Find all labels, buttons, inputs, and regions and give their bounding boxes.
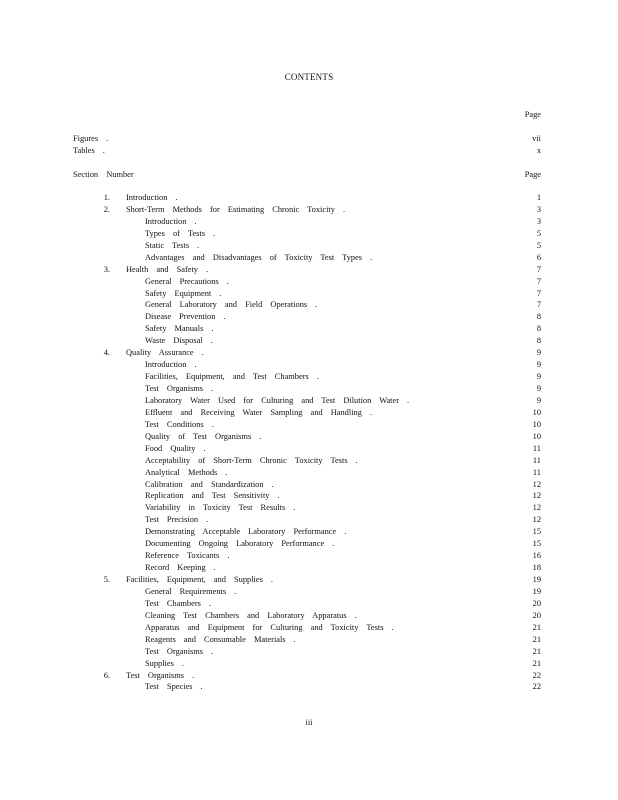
toc-entry-page: 8	[536, 336, 541, 346]
toc-entry-page: 21	[532, 658, 541, 668]
toc-entry[interactable]	[0, 504, 618, 516]
toc-entry-text: General Laboratory and Field Operations	[145, 300, 308, 310]
toc-entry-label	[145, 540, 334, 548]
toc-entry-label	[145, 504, 295, 512]
toc-entry-page: 20	[532, 610, 541, 620]
front-matter-label: Figures	[73, 134, 99, 143]
toc-entry[interactable]	[0, 624, 618, 636]
leader-dots: .	[197, 240, 200, 250]
toc-entry-text: Health and Safety	[126, 264, 198, 274]
toc-entries	[0, 194, 618, 695]
toc-entry-page: 18	[532, 563, 541, 573]
leader-dots: .	[354, 610, 357, 620]
toc-entry[interactable]	[0, 421, 618, 433]
leader-dots: .	[219, 288, 222, 298]
toc-entry-page: 21	[532, 634, 541, 644]
toc-entry-label	[145, 278, 229, 286]
toc-entry-label	[145, 337, 213, 345]
toc-entry-label	[145, 516, 208, 524]
toc-entry[interactable]	[0, 481, 618, 493]
toc-entry[interactable]	[0, 278, 618, 290]
toc-entry-text: Waste Disposal	[145, 336, 203, 346]
toc-entry-text: Test Species	[145, 682, 193, 692]
toc-entry-text: General Precautions	[145, 276, 219, 286]
toc-entry[interactable]	[0, 540, 618, 552]
leader-dots: .	[342, 204, 346, 214]
toc-entry-page: 19	[532, 586, 541, 596]
toc-entry[interactable]	[0, 469, 618, 481]
toc-entry-page: 22	[532, 670, 541, 680]
toc-entry-page: 9	[536, 372, 541, 382]
toc-entry-label	[145, 254, 372, 262]
toc-entry-text: Demonstrating Acceptable Laboratory Performance	[145, 527, 337, 537]
leader-dots: .	[270, 575, 273, 584]
toc-entry-page: 7	[536, 288, 541, 298]
toc-entry-label	[145, 528, 346, 536]
front-matter-label: Tables	[73, 146, 95, 155]
toc-entry-text: Introduction	[126, 193, 168, 202]
toc-entry[interactable]	[0, 552, 618, 564]
toc-entry-page: 5	[536, 240, 541, 250]
leader-dots: .	[223, 312, 226, 322]
toc-entry[interactable]	[0, 349, 618, 361]
toc-entry-text: Facilities, Equipment, and Test Chambers	[145, 372, 309, 382]
toc-entry[interactable]	[0, 218, 618, 230]
toc-entry-label	[145, 469, 227, 477]
toc-entry-text: Record Keeping	[145, 563, 206, 573]
toc-entry-text: Test Chambers	[145, 598, 201, 608]
toc-entry-page: 20	[532, 598, 541, 608]
toc-entry-page: 15	[532, 539, 541, 549]
toc-entry-page: 7	[536, 276, 541, 286]
toc-entry-page: 8	[536, 324, 541, 334]
toc-entry-label	[126, 672, 194, 680]
leader-dots: .	[194, 360, 197, 370]
toc-entry-text: Reagents and Consumable Materials	[145, 634, 286, 644]
toc-entry-number: 4.	[103, 348, 110, 358]
toc-entry-label	[145, 600, 211, 608]
toc-entry[interactable]	[0, 588, 618, 600]
toc-entry-number: 5.	[103, 575, 110, 584]
toc-entry-number: 3.	[103, 264, 110, 274]
toc-entry-label	[145, 481, 274, 489]
toc-entry-page: 6	[536, 252, 541, 262]
toc-entry[interactable]	[0, 325, 618, 337]
leader-dots: .	[194, 216, 197, 226]
section-page-header: Page	[524, 170, 541, 179]
leader-dots: .	[206, 515, 209, 525]
page-column-header: Page	[524, 110, 541, 119]
leader-dots: .	[391, 622, 394, 632]
toc-entry-page: 7	[536, 300, 541, 310]
toc-entry-text: Introduction	[145, 216, 187, 226]
section-number-header: Section Number	[73, 170, 134, 179]
toc-entry[interactable]	[0, 301, 618, 313]
toc-entry-label	[145, 409, 372, 417]
leader-dots: .	[175, 193, 178, 202]
leader-dots: .	[213, 228, 216, 238]
toc-entry-page: 8	[536, 312, 541, 322]
toc-entry-text: Disease Prevention	[145, 312, 216, 322]
leader-dots: .	[315, 300, 318, 310]
toc-entry-label	[145, 660, 184, 668]
toc-entry-page: 9	[536, 360, 541, 370]
toc-entry-text: Quality of Test Organisms	[145, 431, 252, 441]
toc-entry-text: Test Organisms	[126, 670, 185, 680]
toc-entry-text: Effluent and Receiving Water Sampling and Handling	[145, 407, 362, 417]
leader-dots: .	[332, 539, 335, 549]
toc-entry-label	[145, 230, 215, 238]
toc-entry-page: 3	[536, 204, 541, 214]
toc-entry-page: 21	[532, 646, 541, 656]
toc-entry-label	[145, 373, 319, 381]
toc-entry-text: Safety Manuals	[145, 324, 204, 334]
toc-entry-number: 2.	[103, 204, 110, 214]
toc-entry-label	[145, 636, 296, 644]
toc-entry[interactable]	[0, 433, 618, 445]
toc-entry-label	[145, 421, 214, 429]
toc-entry-page: 12	[532, 479, 541, 489]
toc-entry-label	[145, 492, 280, 500]
toc-entry-page: 3	[536, 216, 541, 226]
front-matter-figures[interactable]: Figures .	[73, 134, 109, 143]
leader-dots: .	[369, 407, 372, 417]
toc-entry-text: Quality Assurance	[126, 348, 194, 358]
toc-entry-page: 12	[532, 491, 541, 501]
toc-entry[interactable]	[0, 636, 618, 648]
toc-entry-text: Static Tests	[145, 240, 190, 250]
toc-entry[interactable]	[0, 266, 618, 278]
toc-entry-label	[145, 588, 236, 596]
leader-dots: .	[181, 658, 184, 668]
leader-dots: .	[201, 348, 204, 358]
toc-entry-text: Advantages and Disadvantages of Toxicity Test Types	[145, 252, 363, 262]
toc-entry-page: 10	[532, 407, 541, 417]
toc-entry[interactable]	[0, 672, 618, 684]
toc-entry-page: 11	[532, 467, 541, 477]
toc-entry-text: Documenting Ongoing Laboratory Performance	[145, 539, 325, 549]
toc-entry-text: Food Quality	[145, 443, 196, 453]
toc-entry[interactable]	[0, 564, 618, 576]
toc-entry-label	[145, 552, 229, 560]
toc-entry-text: Test Conditions	[145, 419, 204, 429]
toc-entry[interactable]	[0, 373, 618, 385]
toc-entry-label	[126, 266, 208, 274]
toc-entry-page: 5	[536, 228, 541, 238]
leader-dots: .	[234, 586, 237, 596]
leader-dots: .	[206, 264, 209, 274]
toc-entry[interactable]	[0, 313, 618, 325]
toc-entry-text: Test Precision	[145, 515, 199, 525]
toc-entry-label	[145, 313, 226, 321]
toc-entry[interactable]	[0, 648, 618, 660]
toc-entry-text: Introduction	[145, 360, 187, 370]
leader-dots: .	[370, 252, 373, 262]
toc-entry-label	[145, 242, 199, 250]
leader-dots: .	[277, 491, 280, 501]
toc-entry-text: Types of Tests	[145, 228, 205, 238]
toc-entry-label	[145, 218, 197, 226]
leader-dots: .	[208, 598, 211, 608]
leader-dots: .	[226, 276, 229, 286]
leader-dots: .	[344, 527, 347, 537]
toc-entry[interactable]	[0, 290, 618, 302]
front-matter-page: x	[536, 146, 541, 155]
leader-dots: .	[259, 431, 262, 441]
toc-entry[interactable]	[0, 337, 618, 349]
toc-entry[interactable]	[0, 576, 618, 588]
toc-entry-label	[145, 624, 394, 632]
toc-entry-page: 16	[532, 551, 541, 561]
toc-entry-text: Acceptability of Short-Term Chronic Toxicity Tests	[145, 455, 348, 465]
toc-entry[interactable]	[0, 409, 618, 421]
toc-entry-label	[145, 648, 213, 656]
toc-entry-text: Replication and Test Sensitivity	[145, 491, 270, 501]
leader-dots: .	[211, 646, 214, 656]
toc-entry-label	[145, 433, 261, 441]
toc-entry-page: 19	[532, 575, 541, 584]
contents-title: CONTENTS	[284, 72, 334, 82]
toc-entry[interactable]	[0, 457, 618, 469]
toc-entry-text: Calibration and Standardization	[145, 479, 264, 489]
toc-entry-text: Facilities, Equipment, and Supplies	[126, 575, 263, 584]
toc-entry-page: 1	[536, 193, 541, 202]
front-matter-tables[interactable]: Tables .	[73, 146, 105, 155]
toc-entry[interactable]	[0, 206, 618, 218]
toc-entry-page: 10	[532, 419, 541, 429]
toc-entry-text: Reference Toxicants	[145, 551, 220, 561]
leader-dots: .	[200, 682, 203, 692]
toc-entry-label	[145, 325, 213, 333]
leader-dots: .	[271, 479, 274, 489]
toc-entry-label	[145, 290, 221, 298]
front-matter-page: vii	[532, 134, 541, 143]
toc-entry[interactable]	[0, 683, 618, 695]
toc-entry-label	[145, 683, 203, 691]
leader-dots: .	[227, 551, 230, 561]
toc-entry-text: Short-Term Methods for Estimating Chronic Toxicity	[126, 204, 335, 214]
toc-entry-page: 21	[532, 622, 541, 632]
leader-dots: .	[211, 324, 214, 334]
toc-entry[interactable]	[0, 254, 618, 266]
leader-dots: .	[211, 419, 214, 429]
toc-entry-label	[145, 445, 206, 453]
toc-entry-text: Analytical Methods	[145, 467, 218, 477]
toc-entry-page: 11	[532, 455, 541, 465]
toc-entry-page: 11	[532, 443, 541, 453]
toc-entry-label	[126, 206, 345, 214]
toc-entry[interactable]	[0, 361, 618, 373]
toc-entry-text: Cleaning Test Chambers and Laboratory Apparatus	[145, 610, 347, 620]
toc-entry-page: 22	[532, 682, 541, 692]
toc-entry-text: General Requirements	[145, 586, 227, 596]
toc-entry-number: 6.	[103, 670, 110, 680]
toc-entry-text: Test Organisms	[145, 646, 204, 656]
toc-entry-label	[126, 349, 204, 357]
toc-entry-label	[145, 457, 358, 465]
toc-entry-text: Variability in Toxicity Test Results	[145, 503, 286, 513]
leader-dots: .	[293, 503, 296, 513]
leader-dots: .	[210, 336, 213, 346]
toc-entry-label	[126, 194, 178, 202]
leader-dots: .	[203, 443, 206, 453]
toc-entry-page: 15	[532, 527, 541, 537]
toc-entry-text: Apparatus and Equipment for Culturing and Toxicity Tests	[145, 622, 384, 632]
toc-entry-page: 7	[536, 264, 541, 274]
leader-dots: .	[316, 372, 319, 382]
toc-entry-page: 10	[532, 431, 541, 441]
toc-entry-page: 9	[536, 348, 541, 358]
toc-entry-page: 12	[532, 503, 541, 513]
toc-entry-label	[145, 612, 357, 620]
toc-entry-page: 12	[532, 515, 541, 525]
toc-entry-page: 9	[536, 395, 541, 405]
leader-dots: .	[213, 563, 216, 573]
toc-entry-text: Supplies	[145, 658, 174, 668]
toc-entry-text: Test Organisms	[145, 384, 204, 393]
leader-dots: .	[293, 634, 296, 644]
toc-entry-page: 9	[536, 384, 541, 393]
toc-entry-label	[145, 301, 317, 309]
toc-entry-text: Laboratory Water Used for Culturing and Test Dilution Water	[145, 395, 399, 405]
toc-entry-label	[145, 361, 197, 369]
toc-entry-text: Safety Equipment	[145, 288, 212, 298]
leader-dots: .	[225, 467, 228, 477]
toc-entry[interactable]	[0, 660, 618, 672]
toc-entry-number: 1.	[103, 193, 110, 202]
leader-dots: .	[407, 395, 410, 405]
toc-entry-label	[126, 576, 273, 584]
page-number: iii	[305, 718, 313, 727]
toc-entry-label	[145, 385, 213, 393]
toc-entry[interactable]	[0, 492, 618, 504]
leader-dots: .	[211, 384, 214, 393]
toc-entry[interactable]	[0, 230, 618, 242]
leader-dots: .	[355, 455, 358, 465]
toc-entry-label	[145, 564, 216, 572]
toc-entry-label	[145, 397, 409, 405]
leader-dots: .	[192, 670, 195, 680]
